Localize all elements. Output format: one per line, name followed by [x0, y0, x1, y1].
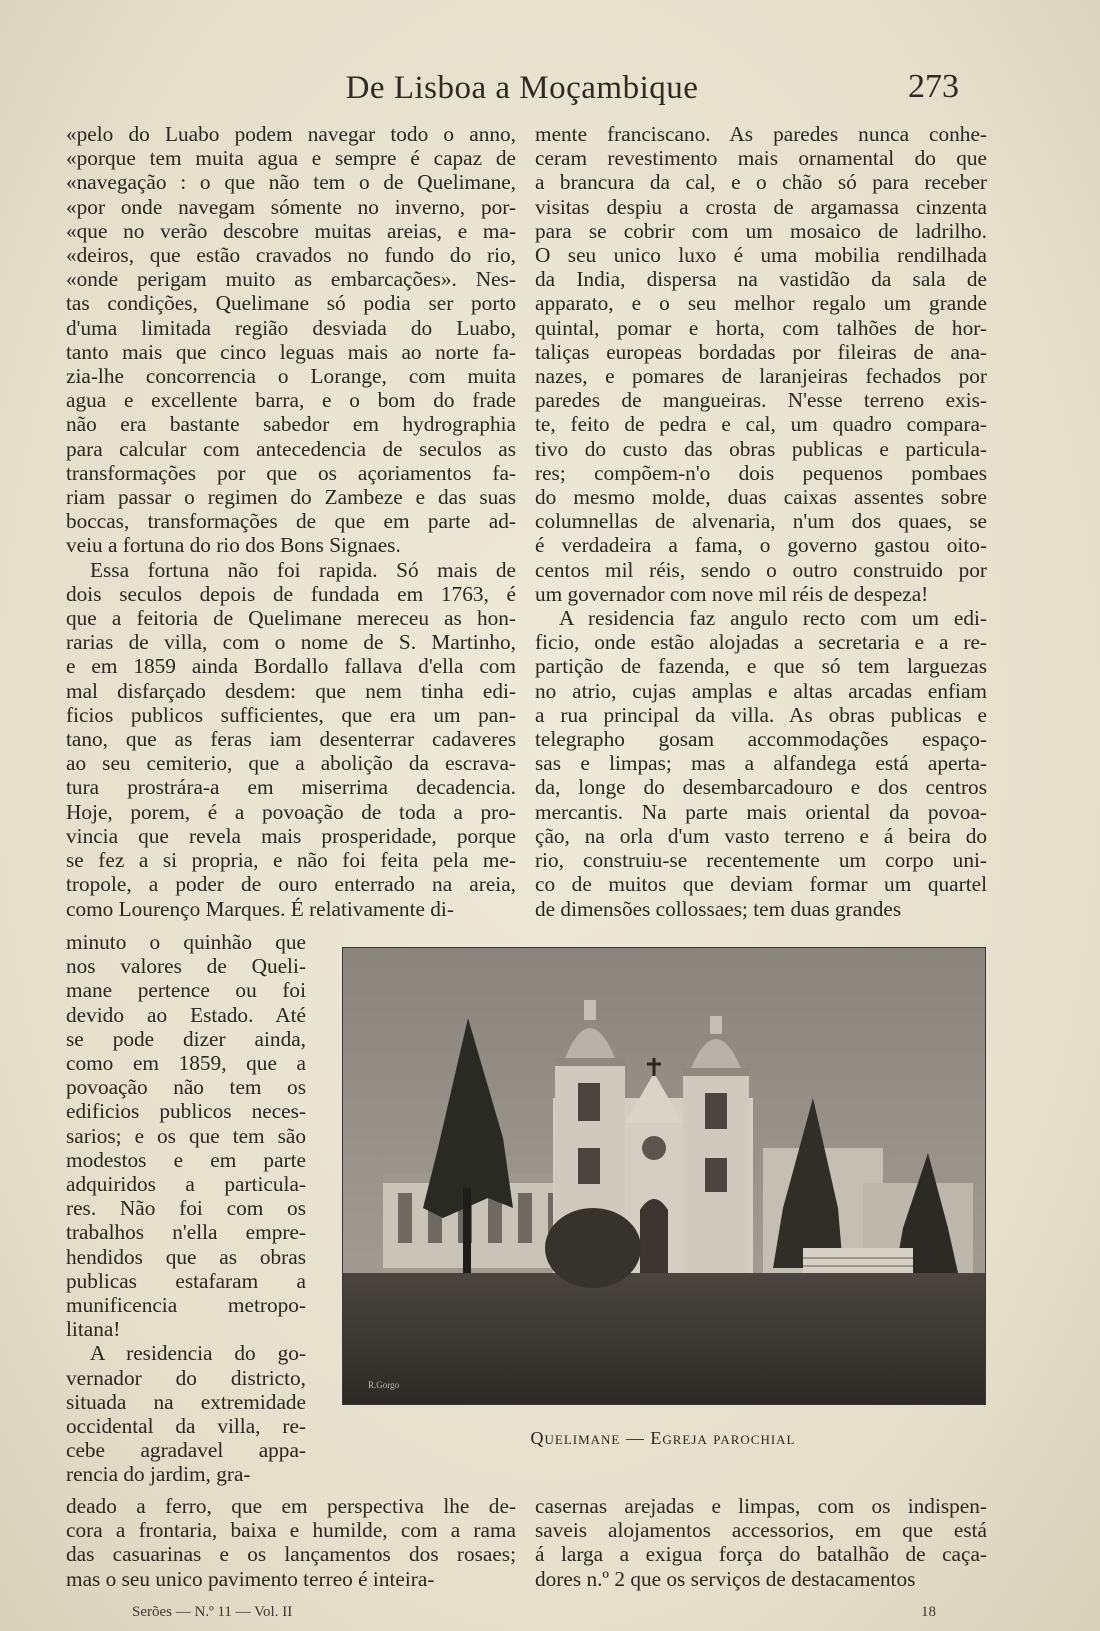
text-line: sarios; e os que tem são — [66, 1123, 306, 1148]
text-line: a rua principal da villa. As obras publicas e — [535, 702, 987, 727]
text-line: da, longe do desembarcadouro e dos centros — [535, 775, 987, 800]
text-line: para calcular com antecedencia de seculos as — [66, 436, 516, 461]
text-line: minuto o quinhão que — [66, 930, 306, 954]
text-line: mercantis. Na parte mais oriental da povoa- — [535, 799, 987, 824]
figure-caption-text: Quelimane — Egreja parochial — [530, 1428, 796, 1448]
text-line: como Lourenço Marques. É relativamente di- — [66, 896, 454, 921]
text-line: é verdadeira a fama, o governo gastou oito- — [535, 533, 987, 558]
text-line: A residencia do go- — [90, 1341, 306, 1366]
text-line: «onde perigam muito as embarcações». Nes- — [66, 267, 516, 292]
text-line: no atrio, cujas amplas e altas arcadas enfiam — [535, 678, 987, 703]
footer-signature-mark: 18 — [921, 1604, 936, 1620]
text-line: de dimensões collossaes; tem duas grandes — [535, 896, 902, 921]
text-line: taliças europeas bordadas por fileiras de ana- — [535, 339, 987, 364]
text-line: devido ao Estado. Até — [66, 1002, 306, 1027]
text-line: sas e limpas; mas a alfandega está aperta- — [535, 751, 987, 776]
text-line: tas condições, Quelimane só podia ser porto — [66, 291, 516, 316]
text-line: se pode dizer ainda, — [66, 1026, 306, 1051]
text-line: dois seculos depois de fundada em 1763, é — [66, 581, 516, 606]
text-line: que a feitoria de Quelimane mereceu as hon- — [66, 606, 516, 631]
text-line: te, feito de pedra e cal, um quadro compara- — [535, 412, 987, 437]
text-line: riam passar o regimen do Zambeze e das suas — [66, 485, 516, 510]
text-line: nos valores de Queli- — [66, 954, 306, 979]
text-line: do mesmo molde, duas caixas assentes sobre — [535, 485, 987, 510]
text-line: deado a ferro, que em perspectiva lhe de- — [66, 1494, 516, 1518]
text-line: transformações por que os açoriamentos fa- — [66, 460, 516, 485]
text-line: rio, construiu-se recentemente um corpo uni- — [535, 848, 987, 873]
text-line: rarias de villa, com o nome de S. Martinho, — [66, 630, 516, 655]
text-line: «pelo do Luabo podem navegar todo o anno, — [66, 122, 516, 146]
running-title: De Lisboa a Moçambique — [345, 70, 699, 106]
text-line: veiu a fortuna do rio dos Bons Signaes. — [66, 533, 401, 558]
text-line: ao seu cemiterio, que a abolição da escrava- — [66, 751, 516, 776]
text-column-right-bottom — [535, 1494, 987, 1591]
text-line: co de muitos que deviam formar um quartel — [535, 872, 987, 897]
text-line: «deiros, que estão cravados no fundo do rio, — [66, 243, 516, 268]
text-line: mas o seu unico pavimento terreo é inteira- — [66, 1566, 435, 1591]
text-line: munificencia metropo- — [66, 1293, 306, 1318]
text-line: saveis alojamentos accessorios, em que está — [535, 1518, 987, 1543]
photo-signature: R.Gorgo — [368, 1380, 400, 1390]
text-line: hendidos que as obras — [66, 1244, 306, 1269]
text-line: e em 1859 ainda Bordallo fallava d'ella com — [66, 654, 516, 679]
text-column-right — [535, 122, 987, 921]
text-line: ção, na orla d'um vasto terreno e á beira do — [535, 823, 987, 848]
text-line: para se cobrir com um mosaico de ladrilho. — [535, 218, 987, 243]
text-line: tura prostrára-a em miserrima decadencia. — [66, 775, 516, 800]
text-line: das casuarinas e os lançamentos dos rosaes; — [66, 1542, 516, 1567]
text-line: tanto mais que cinco leguas mais ao norte fa- — [66, 339, 516, 364]
text-line: apparato, e o seu melhor regalo um grande — [535, 291, 987, 316]
text-column-left-bottom — [66, 1494, 516, 1591]
text-line: columnellas de alvenaria, n'um dos quaes, se — [535, 509, 987, 534]
text-line: não era bastante sabedor em hydrographia — [66, 412, 516, 437]
text-line: boccas, transformações de que em parte ad- — [66, 509, 516, 534]
text-line: trabalhos n'ella empre- — [66, 1220, 306, 1245]
text-line: mente franciscano. As paredes nunca conhe- — [535, 122, 987, 146]
text-line: centos mil réis, sendo o outro construido por — [535, 557, 987, 582]
church-photograph — [342, 947, 986, 1405]
text-line: mal disfarçado desdem: que nem tinha edi- — [66, 678, 516, 703]
text-line: «por onde navegam sómente no inverno, por- — [66, 194, 516, 219]
text-line: nazes, e pomares de laranjeiras fechados por — [535, 364, 987, 389]
text-line: ficio, onde estão alojadas a secretaria e a re- — [535, 630, 987, 655]
text-line: «porque tem muita agua e sempre é capaz de — [66, 146, 516, 171]
text-line: publicas estafaram a — [66, 1268, 306, 1293]
text-line: dores n.º 2 que os serviços de destacamentos — [535, 1566, 916, 1591]
text-line: á larga a exigua força do batalhão de caça- — [535, 1542, 987, 1567]
text-line: quintal, pomar e horta, com talhões de hor- — [535, 315, 987, 340]
text-line: «navegação : o que não tem o de Quelimane, — [66, 170, 516, 195]
text-line: partição de fazenda, e que só tem larguezas — [535, 654, 987, 679]
text-column-left — [66, 122, 516, 921]
text-line: ficios publicos sufficientes, que era um pan- — [66, 702, 516, 727]
text-column-left-narrow — [66, 930, 306, 1487]
text-line: edificios publicos neces- — [66, 1099, 306, 1124]
text-line: «que no verão descobre muitas areias, e ma- — [66, 218, 516, 243]
figure-caption — [342, 1428, 984, 1449]
text-line: a brancura da cal, e o chão só para receber — [535, 170, 987, 195]
text-line: ceram revestimento mais ornamental do que — [535, 146, 987, 171]
text-line: d'uma limitada região desviada do Luabo, — [66, 315, 516, 340]
footer-issue: Serões — N.º 11 — Vol. II — [132, 1604, 293, 1620]
text-line: cebe agradavel appa- — [66, 1438, 306, 1463]
text-line: res; compõem-n'o dois pequenos pombaes — [535, 460, 987, 485]
text-line: tano, que as feras iam desenterrar cadaveres — [66, 727, 516, 752]
text-line: zia-lhe concorrencia o Lorange, com muita — [66, 364, 516, 389]
text-line: modestos e em parte — [66, 1147, 306, 1172]
text-line: O seu unico luxo é uma mobilia rendilhada — [535, 243, 987, 268]
text-line: cora a frontaria, baixa e humilde, com a rama — [66, 1518, 516, 1543]
text-line: se fez a si propria, e não foi feita pela me- — [66, 848, 516, 873]
text-line: res. Não foi com os — [66, 1196, 306, 1221]
text-line: Hoje, porem, é a povoação de toda a pro- — [66, 799, 516, 824]
text-line: casernas arejadas e limpas, com os indispen- — [535, 1494, 987, 1518]
text-line: occidental da villa, re- — [66, 1414, 306, 1439]
text-line: povoação não tem os — [66, 1075, 306, 1100]
text-line: como em 1859, que a — [66, 1051, 306, 1076]
text-line: Essa fortuna não foi rapida. Só mais de — [90, 557, 516, 582]
text-line: paredes de mangueiras. N'esse terreno exis- — [535, 388, 987, 413]
text-line: um governador com nove mil réis de despeza! — [535, 581, 929, 606]
text-line: adquiridos a particula- — [66, 1172, 306, 1197]
text-line: litana! — [66, 1317, 121, 1342]
text-line: rencia do jardim, gra- — [66, 1462, 251, 1487]
text-line: da India, dispersa na vastidão da sala de — [535, 267, 987, 292]
text-line: A residencia faz angulo recto com um edi- — [559, 606, 987, 631]
text-line: situada na extremidade — [66, 1389, 306, 1414]
text-line: visitas despiu a crosta de argamassa cinzenta — [535, 194, 987, 219]
text-line: telegrapho gosam accommodações espaço- — [535, 727, 987, 752]
text-line: tivo do custo das obras publicas e particula- — [535, 436, 987, 461]
text-line: vincia que revela mais prosperidade, porque — [66, 823, 516, 848]
page-number: 273 — [908, 68, 959, 105]
text-line: tropole, a poder de ouro enterrado na areia, — [66, 872, 516, 897]
text-line: vernador do districto, — [66, 1365, 306, 1390]
text-line: agua e excellente barra, e o bom do frade — [66, 388, 516, 413]
text-line: mane pertence ou foi — [66, 978, 306, 1003]
